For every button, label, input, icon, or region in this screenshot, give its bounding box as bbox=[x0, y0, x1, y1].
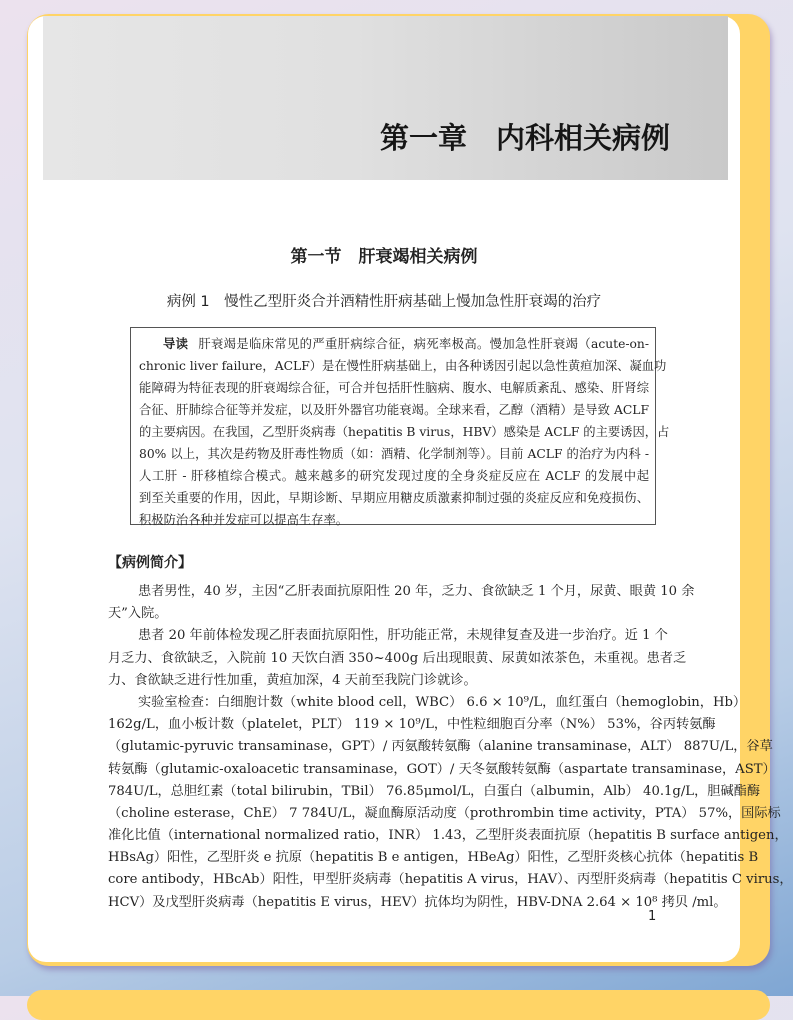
book-page bbox=[28, 16, 793, 962]
paragraph bbox=[108, 581, 695, 625]
paragraph-line: 实验室检查：白细胞计数（white blood cell，WBC） 6.6 × 10⁹/L，血红蛋白（hemoglobin，Hb） bbox=[138, 694, 747, 710]
page-number: 1 bbox=[648, 909, 657, 924]
case-body bbox=[108, 581, 793, 914]
paragraph bbox=[108, 625, 687, 692]
guide-text: 肝衰竭是临床常见的严重肝病综合征，病死率极高。慢加急性肝衰竭（acute-on- bbox=[198, 337, 649, 351]
guide-line: 合征、肝肺综合征等并发症，以及肝外器官功能衰竭。全球来看，乙醇（酒精）是导致 ACLF bbox=[139, 403, 649, 417]
guide-line: chronic liver failure，ACLF）是在慢性肝病基础上，由各种诱因引起以急性黄疸加深、凝血功 bbox=[139, 359, 667, 373]
paragraph-line: 患者男性，40 岁，主因“乙肝表面抗原阳性 20 年，乏力、食欲缺乏 1 个月，尿黄、眼黄 10 余 bbox=[138, 584, 695, 599]
guide-line bbox=[139, 333, 649, 355]
paragraph-line: 月乏力、食欲缺乏，入院前 10 天饮白酒 350~400g 后出现眼黄、尿黄如浓茶色，未重视。患者乏 bbox=[108, 650, 687, 666]
guide-line: 到至关重要的作用，因此，早期诊断、早期应用糖皮质激素抑制过强的炎症反应和免疫损伤、 bbox=[139, 491, 649, 505]
case-title: 病例 1 慢性乙型肝炎合并酒精性肝病基础上慢加急性肝衰竭的治疗 bbox=[166, 294, 602, 310]
paragraph-line: （choline esterase，ChE） 7 784U/L，凝血酶原活动度（prothrombin time activity，PTA） 57%，国际标 bbox=[108, 805, 781, 821]
paragraph-line: 患者 20 年前体检发现乙肝表面抗原阳性，肝功能正常，未规律复查及进一步治疗。近 1 个 bbox=[138, 628, 668, 644]
guide-line: 积极防治各种并发症可以提高生存率。 bbox=[139, 513, 349, 527]
paragraph-line: 784U/L，总胆红素（total bilirubin，TBil） 76.85μmol/L，白蛋白（albumin，Alb） 40.1g/L，胆碱酯酶 bbox=[108, 783, 761, 799]
paragraph-line: 力、食欲缺乏进行性加重，黄疸加深，4 天前至我院门诊就诊。 bbox=[108, 672, 477, 688]
guide-line: 能障碍为特征表现的肝衰竭综合征，可合并包括肝性脑病、腹水、电解质紊乱、感染、肝肾综 bbox=[139, 381, 649, 395]
paragraph-line: HCV）及戊型肝炎病毒（hepatitis E virus，HEV）抗体均为阴性，HBV-DNA 2.64 × 10⁸ 拷贝 /ml。 bbox=[108, 894, 727, 910]
paragraph-line: 天”入院。 bbox=[108, 606, 168, 622]
paragraph-line: HBsAg）阳性，乙型肝炎 e 抗原（hepatitis B e antigen，HBeAg）阳性，乙型肝炎核心抗体（hepatitis B bbox=[108, 850, 759, 866]
paragraph bbox=[108, 692, 793, 914]
chapter-title: 第一章 内科相关病例 bbox=[379, 121, 670, 155]
section-title: 第一节 肝衰竭相关病例 bbox=[290, 247, 478, 267]
guide-line: 人工肝 - 肝移植综合模式。越来越多的研究发现过度的全身炎症反应在 ACLF 的发展中起 bbox=[139, 469, 649, 483]
case-summary-heading: 【病例简介】 bbox=[108, 555, 192, 571]
guide-label: 导读 bbox=[163, 337, 189, 351]
paragraph-line: （glutamic-pyruvic transaminase，GPT）/ 丙氨酸转氨酶（alanine transaminase，ALT） 887U/L，谷草 bbox=[108, 739, 773, 755]
paragraph-line: 准化比值（international normalized ratio，INR） 1.43，乙型肝炎表面抗原（hepatitis B surface antigen， bbox=[108, 828, 788, 844]
paragraph-line: core antibody，HBcAb）阳性，甲型肝炎病毒（hepatitis A virus，HAV）、丙型肝炎病毒（hepatitis C virus， bbox=[108, 872, 793, 888]
paragraph-line: 转氨酶（glutamic-oxaloacetic transaminase，GOT）/ 天冬氨酸转氨酶（aspartate transaminase，AST） bbox=[108, 761, 776, 777]
guide-line: 的主要病因。在我国，乙型肝炎病毒（hepatitis B virus，HBV）感染是 ACLF 的主要诱因，占 bbox=[139, 425, 670, 439]
next-page-card-frame bbox=[27, 990, 770, 1020]
guide-line: 80% 以上，其次是药物及肝毒性物质（如：酒精、化学制剂等）。目前 ACLF 的治疗为内科 - bbox=[139, 447, 649, 461]
guide-box bbox=[130, 327, 670, 527]
paragraph-line: 162g/L，血小板计数（platelet，PLT） 119 × 10⁹/L，中性粒细胞百分率（N%） 53%，谷丙转氨酶 bbox=[108, 717, 716, 733]
